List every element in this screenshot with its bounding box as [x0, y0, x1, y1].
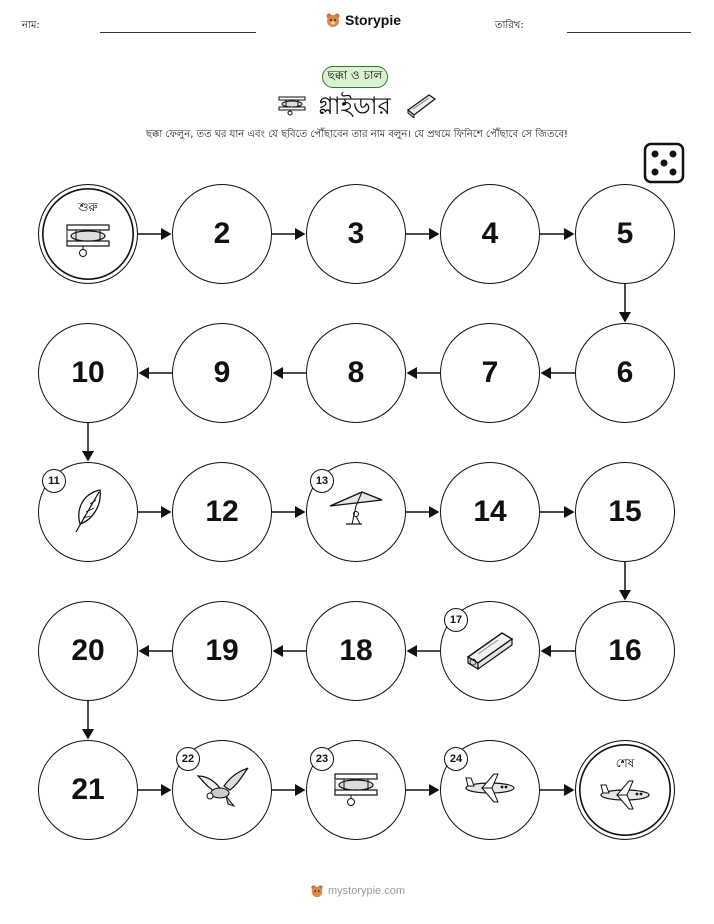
board-space-17[interactable]	[440, 601, 540, 701]
board-space-4[interactable]	[440, 184, 540, 284]
space-number: 10	[71, 356, 105, 389]
space-number: 3	[347, 217, 365, 250]
airplane-icon	[597, 777, 653, 817]
board-space-5[interactable]	[575, 184, 675, 284]
feather-icon	[68, 486, 108, 538]
board-space-3[interactable]	[306, 184, 406, 284]
biplane-icon	[329, 768, 383, 812]
space-number: 14	[473, 495, 507, 528]
space-number-badge: 23	[310, 747, 334, 771]
wood-plank-icon	[464, 627, 516, 675]
space-number-badge: 11	[42, 469, 66, 493]
game-type-pill: ছক্কা ও চাল	[322, 66, 388, 88]
board-space-7[interactable]	[440, 323, 540, 423]
instructions: ছক্কা ফেলুন, তত ঘর যান এবং যে ছবিতে পৌঁছাবেন তার নাম বলুন। যে প্রথমে ফিনিশে পৌঁছাবে সে জিতবে!	[145, 129, 569, 140]
space-number: 18	[339, 634, 373, 667]
space-number: 12	[205, 495, 239, 528]
bear-icon	[310, 884, 324, 898]
board-space-19[interactable]	[172, 601, 272, 701]
hang-glider-icon	[326, 490, 386, 534]
space-number: 6	[616, 356, 634, 389]
space-number: 20	[71, 634, 105, 667]
board-space-18[interactable]	[306, 601, 406, 701]
board-space-24[interactable]	[440, 740, 540, 840]
board-space-9[interactable]	[172, 323, 272, 423]
board-space-15[interactable]	[575, 462, 675, 562]
board-space-13[interactable]	[306, 462, 406, 562]
board-space-2[interactable]	[172, 184, 272, 284]
space-number-badge: 13	[310, 469, 334, 493]
board-space-14[interactable]	[440, 462, 540, 562]
eagle-icon	[194, 766, 250, 814]
worksheet-title: গ্লাইডার	[318, 92, 391, 120]
end-label: শেষ	[615, 756, 635, 770]
space-number-badge: 17	[444, 608, 468, 632]
board-space-11[interactable]	[38, 462, 138, 562]
board-space-12[interactable]	[172, 462, 272, 562]
space-number: 9	[213, 356, 231, 389]
space-number: 7	[481, 356, 499, 389]
start-space[interactable]	[38, 184, 138, 284]
space-number: 8	[347, 356, 365, 389]
board-space-21[interactable]	[38, 740, 138, 840]
start-label: শুরু	[78, 200, 98, 214]
board-space-8[interactable]	[306, 323, 406, 423]
name-label: নাম:	[22, 20, 40, 31]
biplane-icon	[61, 219, 115, 263]
space-number: 16	[608, 634, 642, 667]
space-number-badge: 22	[176, 747, 200, 771]
space-number: 19	[205, 634, 239, 667]
board-space-22[interactable]	[172, 740, 272, 840]
space-number: 5	[616, 217, 634, 250]
space-number-badge: 24	[444, 747, 468, 771]
airplane-icon	[462, 770, 518, 810]
end-space[interactable]	[575, 740, 675, 840]
space-number: 15	[608, 495, 642, 528]
brand-name: Storypie	[345, 12, 402, 28]
space-number: 2	[213, 217, 231, 250]
space-number: 21	[71, 773, 105, 806]
space-number: 4	[481, 217, 499, 250]
date-label: তারিখ:	[495, 20, 524, 31]
footer	[310, 884, 405, 898]
footer-site[interactable]: mystorypie.com	[328, 885, 406, 897]
board-space-20[interactable]	[38, 601, 138, 701]
board-space-6[interactable]	[575, 323, 675, 423]
board-space-16[interactable]	[575, 601, 675, 701]
board-space-10[interactable]	[38, 323, 138, 423]
board-space-23[interactable]	[306, 740, 406, 840]
